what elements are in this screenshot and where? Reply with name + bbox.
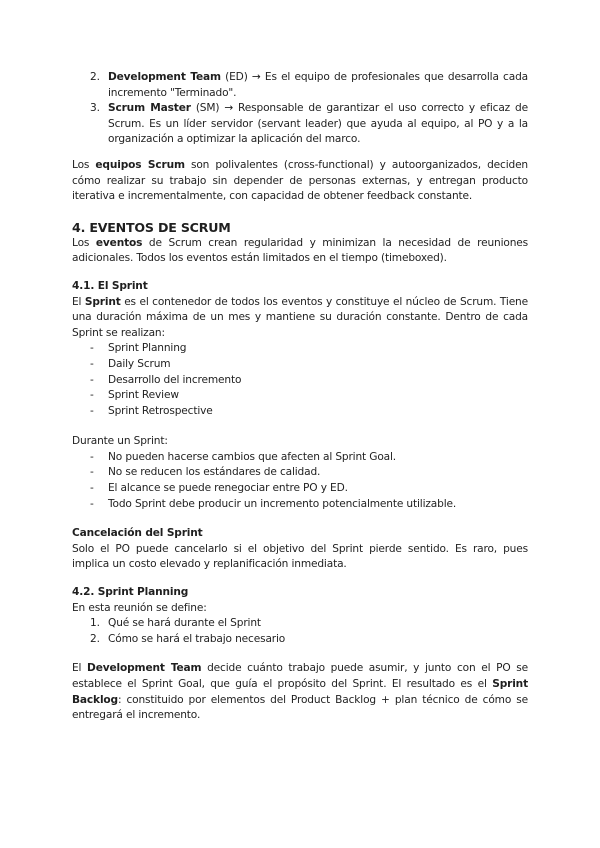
- text-span: : constituido por elementos del Product Backlog + plan técnico de cómo se entregará el incremento.: [72, 693, 528, 722]
- text-span: El: [72, 295, 85, 308]
- events-intro: [72, 236, 528, 267]
- text-span: es el contenedor de todos los eventos y constituye el núcleo de Scrum. Tiene una duración máxima de un mes y mantiene su duración constante. Dentro de cada Sprint se realizan:: [72, 295, 528, 339]
- bold-term: equipos Scrum: [95, 158, 185, 171]
- list-item: - Todo Sprint debe producir un incremento potencialmente utilizable.: [72, 497, 528, 513]
- text-span: de Scrum crean regularidad y minimizan la necesidad de reuniones adicionales. Todos los eventos están limitados en el tiempo (timeboxed).: [72, 236, 528, 265]
- list-item: [72, 632, 528, 648]
- list-item: - Desarrollo del incremento: [72, 373, 528, 389]
- list-number: 2.: [90, 71, 100, 83]
- list-number: 3.: [90, 102, 100, 115]
- planning-list: [72, 616, 528, 647]
- subsection-heading: Cancelación del Sprint: [72, 527, 203, 540]
- planning-intro: En esta reunión se define:: [72, 601, 207, 614]
- role-description: [108, 70, 528, 101]
- roles-list: [72, 70, 528, 148]
- text-span: El: [72, 662, 88, 675]
- list-number: 2.: [90, 632, 100, 645]
- list-item: - Sprint Retrospective: [72, 404, 528, 420]
- list-item: - Daily Scrum: [72, 357, 528, 373]
- planning-paragraph: [72, 661, 528, 723]
- list-item: [72, 70, 528, 101]
- list-item: - Sprint Review: [72, 388, 528, 404]
- document-page: [72, 70, 528, 724]
- text-span: Los: [72, 236, 96, 249]
- role-text: (SM) → Responsable de garantizar el uso correcto y eficaz de Scrum. Es un líder servidor (servant leader) que ayuda al equipo, al PO y a la organización a optimizar la aplicación del marco.: [108, 102, 529, 146]
- bold-term: Sprint: [84, 295, 121, 308]
- cancel-paragraph: Solo el PO puede cancelarlo si el objetivo del Sprint pierde sentido. Es raro, pues implica un costo elevado y replanificación inmediata.: [72, 542, 528, 571]
- sprint-intro: [72, 295, 528, 342]
- role-term: Development Team: [108, 71, 221, 83]
- list-item: [72, 101, 528, 148]
- text-span: Los: [72, 158, 96, 171]
- text-span: son polivalentes (cross-functional) y autoorganizados, deciden cómo realizar su trabajo sin depender de personas externas, y entregan producto iterativa e incrementalmente, con capacidad de obtener feedback constante.: [72, 158, 528, 203]
- list-text: Cómo se hará el trabajo necesario: [108, 632, 286, 645]
- subsection-heading: 4.2. Sprint Planning: [72, 586, 189, 599]
- list-text: Qué se hará durante el Sprint: [108, 617, 261, 630]
- bold-term: Development Team: [87, 662, 202, 675]
- section-heading: 4. EVENTOS DE SCRUM: [72, 219, 231, 235]
- list-item: - No se reducen los estándares de calidad.: [72, 465, 528, 481]
- bold-term: eventos: [95, 236, 143, 249]
- subsection-heading: 4.1. El Sprint: [72, 279, 148, 292]
- list-number: 1.: [90, 617, 100, 630]
- list-item: - Sprint Planning: [72, 341, 528, 357]
- list-item: - El alcance se puede renegociar entre PO y ED.: [72, 481, 528, 497]
- text-span: decide cuánto trabajo puede asumir, y junto con el PO se establece el Sprint Goal, que guía el propósito del Sprint. El resultado es el: [72, 662, 528, 690]
- role-description: [108, 101, 528, 148]
- bold-term: Sprint Backlog: [72, 678, 528, 706]
- during-sprint-label: Durante un Sprint:: [72, 435, 168, 448]
- sprint-events-list: [72, 341, 528, 419]
- list-item: [72, 616, 528, 632]
- sprint-rules-list: [72, 450, 528, 512]
- teams-paragraph: [72, 158, 528, 205]
- list-item: - No pueden hacerse cambios que afecten al Sprint Goal.: [72, 450, 528, 466]
- role-text: (ED) → Es el equipo de profesionales que desarrolla cada incremento "Terminado".: [108, 71, 528, 99]
- role-term: Scrum Master: [108, 102, 191, 115]
